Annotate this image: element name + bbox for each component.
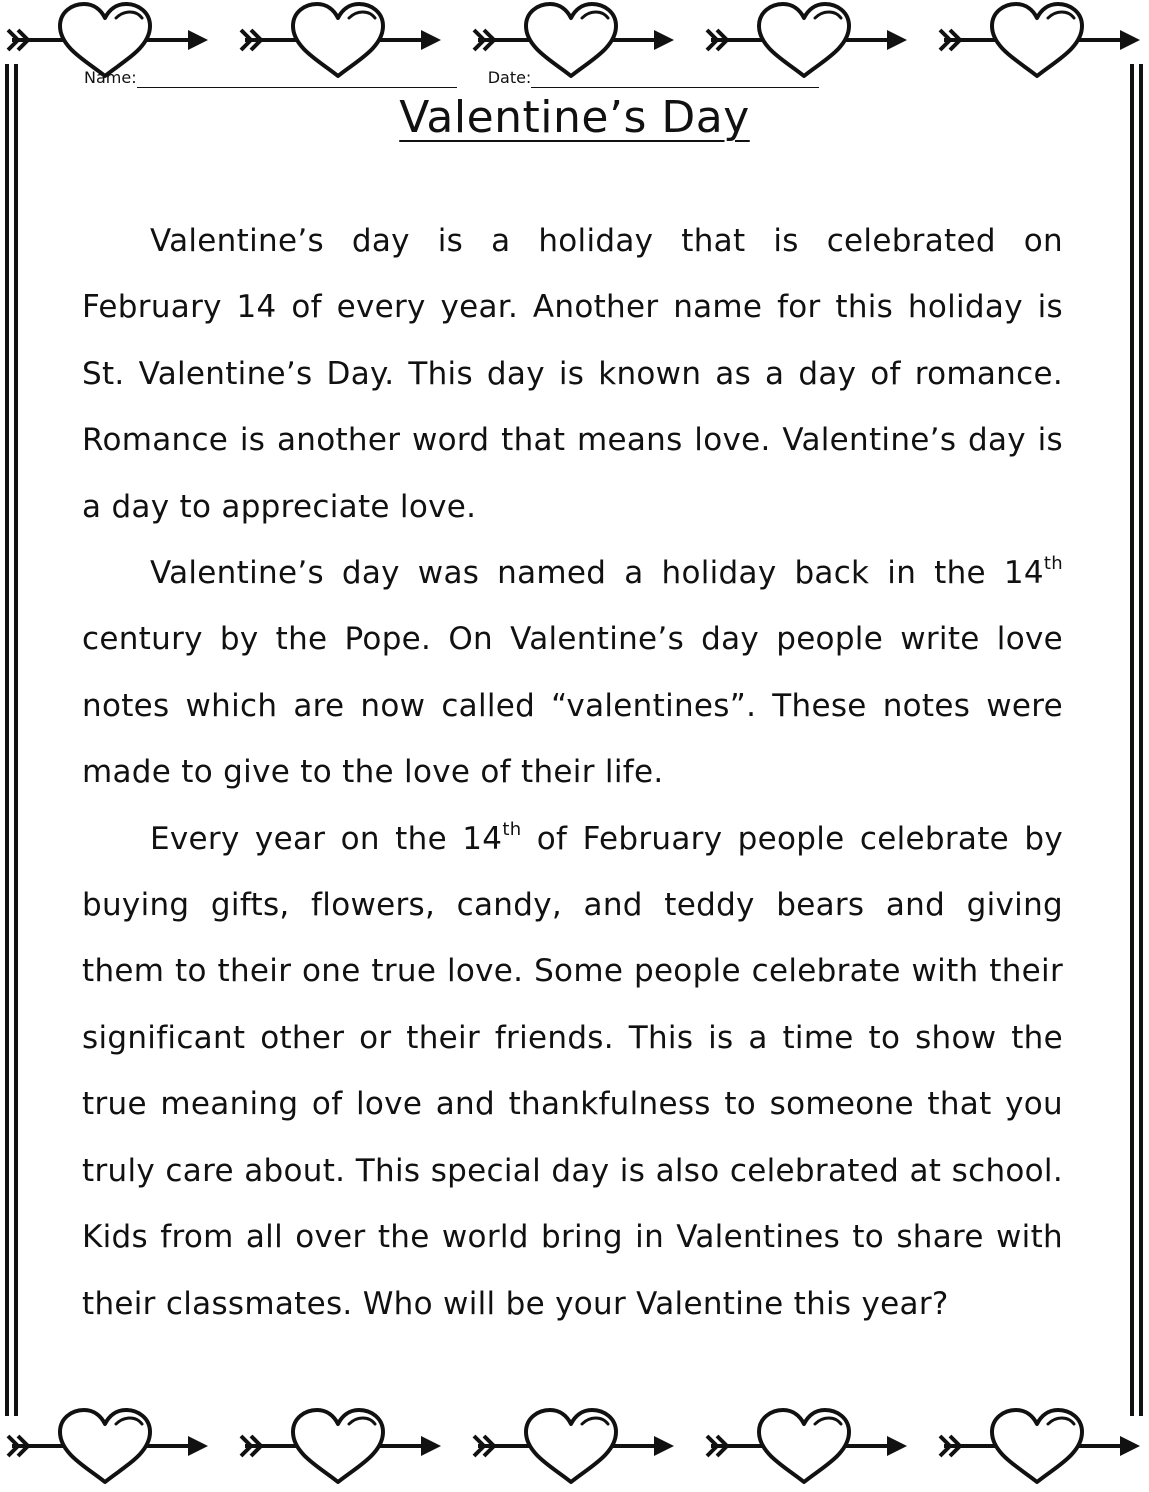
paragraph-3 — [82, 806, 1063, 1337]
page-title-text: Valentine’s Day — [399, 92, 750, 143]
name-date-header — [84, 68, 884, 90]
paragraph-2 — [82, 540, 1063, 806]
name-blank-line[interactable] — [137, 73, 457, 88]
date-label: Date: — [487, 68, 532, 87]
name-field[interactable] — [84, 68, 457, 88]
paragraph-3-text-end: of February people celebrate by buying gifts, flowers, candy, and teddy bears and giving them to their one true love. Some people celebrate with their significant other or their friends. This is a time to show the true meaning of love and thankfulness to someone that you truly care about. This special day is also celebrated at school. Kids from all over the world bring in Valentines to share with their classmates. Who will be your Valentine this year? — [82, 820, 1063, 1322]
right-border-lines — [1127, 64, 1147, 1416]
right-double-line-border — [1127, 64, 1147, 1416]
heart-arrow-icon — [241, 1410, 441, 1482]
heart-arrow-icon — [8, 4, 208, 76]
left-border-lines — [2, 64, 22, 1416]
heart-arrow-icon — [707, 4, 907, 76]
left-double-line-border — [2, 64, 22, 1416]
heart-arrow-icon — [940, 4, 1140, 76]
heart-arrow-icon — [8, 1410, 208, 1482]
paragraph-3-text-start: Every year on the 14 — [150, 820, 503, 857]
name-label: Name: — [84, 68, 137, 87]
heart-arrow-icon — [474, 1410, 674, 1482]
ordinal-suffix: th — [1043, 553, 1063, 575]
heart-arrow-icon — [241, 4, 441, 76]
bottom-border-graphic — [0, 1406, 1149, 1486]
heart-arrow-icon — [474, 4, 674, 76]
date-blank-line[interactable] — [531, 73, 819, 88]
heart-arrow-icon — [940, 1410, 1140, 1482]
heart-arrow-icon — [707, 1410, 907, 1482]
paragraph-1-text: Valentine’s day is a holiday that is celebrated on February 14 of every year. Another name for this holiday is St. Valentine’s Day. This day is known as a day of romance. Romance is another word that means love. Valentine’s day is a day to appreciate love. — [82, 223, 1063, 525]
page-title — [0, 88, 1149, 148]
ordinal-suffix: th — [502, 818, 522, 840]
paragraph-2-text-start: Valentine’s day was named a holiday back in the 14 — [150, 555, 1044, 592]
paragraph-2-text-end: century by the Pope. On Valentine’s day people write love notes which are now called “valentines”. These notes were made to give to the love of their life. — [82, 621, 1063, 791]
date-field[interactable] — [488, 68, 820, 88]
reading-passage — [82, 208, 1063, 1337]
bottom-heart-arrow-border — [0, 1406, 1149, 1486]
paragraph-1 — [82, 208, 1063, 540]
